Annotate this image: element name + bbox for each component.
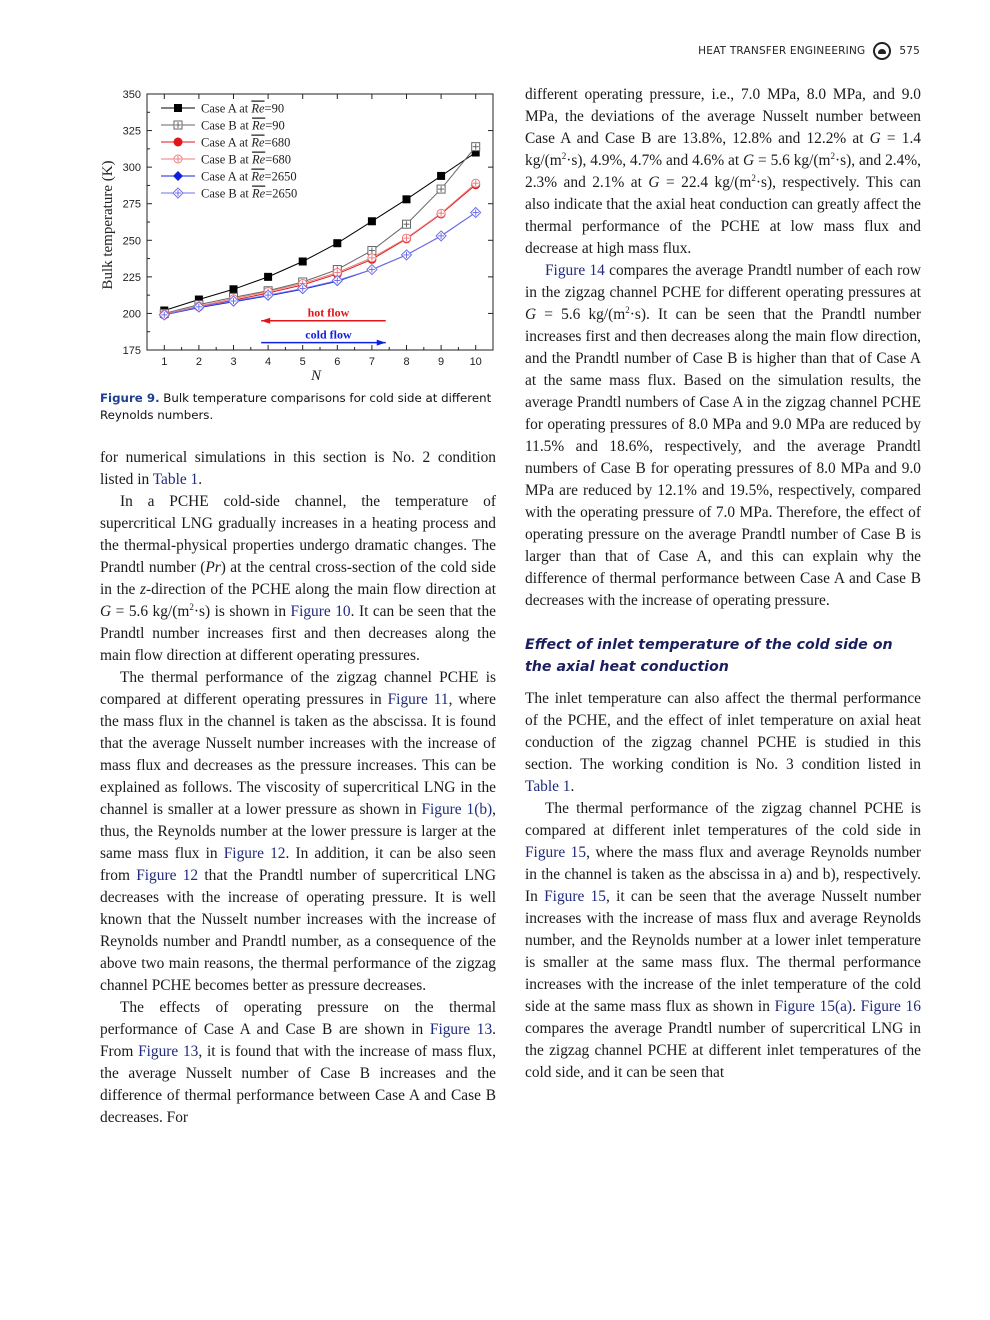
legend-value: =680 xyxy=(264,135,291,150)
x-tick-label: 8 xyxy=(403,356,410,368)
legend-value: =90 xyxy=(265,118,285,133)
y-tick-label: 250 xyxy=(122,235,141,248)
figure-13-link[interactable]: Figure 13 xyxy=(138,1043,199,1060)
table-1-link[interactable]: Table 1 xyxy=(152,471,199,488)
y-tick-label: 275 xyxy=(122,198,141,211)
legend-re: Re xyxy=(252,152,266,167)
figure-12-link[interactable]: Figure 12 xyxy=(223,845,286,862)
legend-prefix: Case B at xyxy=(201,118,253,133)
x-tick-label: 6 xyxy=(334,356,341,368)
figure-15-link[interactable]: Figure 15 xyxy=(525,844,587,861)
legend-prefix: Case A at xyxy=(201,169,252,184)
figure-1b-link[interactable]: Figure 1(b) xyxy=(421,801,493,818)
legend-label xyxy=(201,170,297,184)
legend-value: =2650 xyxy=(264,169,297,184)
legend-marker xyxy=(174,138,183,147)
legend-marker xyxy=(174,155,182,163)
legend-re: Re xyxy=(252,118,266,133)
data-point xyxy=(368,254,376,262)
paragraph: The inlet temperature can also affect the thermal performance of the PCHE, and the effect of inlet temperature on axial heat conduction of the zigzag channel PCHE is studied in this section. The working condition is No. 3 condition listed in Table 1. xyxy=(525,690,921,795)
data-point xyxy=(437,172,445,180)
figure-10-link[interactable]: Figure 10 xyxy=(290,603,351,620)
x-tick-label: 5 xyxy=(299,356,306,368)
figure-13-link[interactable]: Figure 13 xyxy=(429,1021,493,1038)
figure-15-link[interactable]: Figure 15 xyxy=(544,888,606,905)
right-column xyxy=(525,84,921,1084)
x-tick-label: 1 xyxy=(161,356,168,368)
data-point xyxy=(230,285,238,293)
y-tick-label: 300 xyxy=(122,162,141,175)
journal-logo-icon xyxy=(873,42,891,60)
annotation-label: cold flow xyxy=(305,327,352,342)
data-point xyxy=(403,195,411,203)
paragraph: The effects of operating pressure on the thermal performance of Case A and Case B are shown in Figure 13. From Figure 13, it is found that with the increase of mass flux, the average Nusselt number of Case B increases and the difference of thermal performance between Case A and Case B decreases. For xyxy=(100,999,497,1126)
figure-9-chart xyxy=(95,82,505,382)
section-heading: Effect of inlet temperature of the cold side on the axial heat conduction xyxy=(525,637,893,675)
x-tick-label: 9 xyxy=(438,356,445,368)
paragraph: The thermal performance of the zigzag channel PCHE is compared at different inlet temperatures of the cold side in Figure 15, where the mass flux and average Reynolds number in the channel is taken as the abscissa in a) and b), respectively. In Figure 15, it can be seen that the average Nusselt number increases with the increase of mass flux and average Reynolds number, and the Reynolds number at a lower inlet temperature is smaller at the same mass flux. The thermal performance increases with the increase of the inlet temperature of the cold side at the same mass flux as shown in Figure 15(a). Figure 16 compares the average Prandtl number of supercritical LNG in the zigzag channel PCHE at different inlet temperatures of the cold side, and it can be seen that xyxy=(525,800,922,1081)
running-header xyxy=(698,42,920,60)
y-tick-label: 200 xyxy=(122,308,141,321)
legend-re: Re xyxy=(251,169,265,184)
legend-label xyxy=(201,187,297,201)
legend-marker xyxy=(174,121,182,129)
data-point xyxy=(403,234,411,242)
y-tick-label: 175 xyxy=(122,345,141,357)
data-point xyxy=(437,185,445,193)
data-point xyxy=(368,247,376,255)
figure-label[interactable]: Figure 9. xyxy=(100,391,160,405)
data-point xyxy=(264,273,272,281)
figure-caption xyxy=(100,390,498,424)
figure-12-link[interactable]: Figure 12 xyxy=(136,867,199,884)
y-tick-label: 225 xyxy=(122,271,141,284)
legend-value: =2650 xyxy=(265,186,298,201)
legend-prefix: Case A at xyxy=(201,101,252,116)
legend-prefix: Case B at xyxy=(201,152,253,167)
x-axis-label: N xyxy=(310,368,322,382)
legend-re: Re xyxy=(251,135,265,150)
figure-15a-link[interactable]: Figure 15(a) xyxy=(774,998,853,1015)
legend-re: Re xyxy=(251,101,265,116)
y-axis-label: Bulk temperature (K) xyxy=(100,160,116,290)
legend-label xyxy=(201,153,291,167)
x-tick-label: 3 xyxy=(230,356,237,368)
legend-marker xyxy=(174,104,182,112)
data-point xyxy=(299,257,307,265)
legend-re: Re xyxy=(252,186,266,201)
paragraph: The thermal performance of the zigzag channel PCHE is compared at different operating pressures in Figure 11, where the mass flux in the channel is taken as the abscissa. It is found that the average Nusselt number increases with the increase of mass flux and decreases as the pressure increases. This can be explained as follows. The viscosity of supercritical LNG in the channel is smaller at a lower pressure as shown in Figure 1(b), thus, the Reynolds number at the lower pressure is larger at the same mass flux in Figure 12. In addition, it can be also seen from Figure 12 that the Prandtl number of supercritical LNG decreases with the increase of operating pressure. It is well known that the Nusselt number increases with the increase of Reynolds number and Prandtl number, as a consequence of the above two main reasons, the thermal performance of the zigzag channel PCHE becomes better as pressure decreases. xyxy=(100,669,497,994)
data-point xyxy=(472,179,480,187)
annotation-label: hot flow xyxy=(307,305,350,320)
legend-prefix: Case B at xyxy=(201,186,253,201)
legend-value: =680 xyxy=(265,152,292,167)
paragraph: different operating pressure, i.e., 7.0 MPa, 8.0 MPa, and 9.0 MPa, the deviations of the average Nusselt number between Case A and Case B are 13.8%, 12.8% and 12.2% at G = 1.4 $kg/(m^2\cdot s)$, 4.9%, 4.7% and 4.6% at G = 5.6 $kg/(m^2\cdot s)$, and 2.4%, 2.3% and 2.1% at G = 22.4 $kg/(m^2\cdot s)$, respectively. This can also indicate that the axial heat conduction can greatly affect the thermal performance of the PCHE at low mass flux and decrease at high mass flux. xyxy=(525,86,921,257)
journal-title: HEAT TRANSFER ENGINEERING xyxy=(698,45,866,57)
x-tick-label: 2 xyxy=(195,356,202,368)
legend-label xyxy=(201,119,285,133)
data-point xyxy=(333,239,341,247)
legend-prefix: Case A at xyxy=(201,135,252,150)
x-tick-label: 10 xyxy=(469,356,482,368)
figure-11-link[interactable]: Figure 11 xyxy=(387,691,449,708)
paragraph: In a PCHE cold-side channel, the temperature of supercritical LNG gradually increases in a heating process and the thermal-physical properties undergo dramatic changes. The Prandtl number (Pr) at the central cross-section of the cold side in the z-direction of the PCHE along the main flow direction at G = 5.6 $kg/(m^2\cdot s)$ is shown in Figure 10. It can be seen that the Prandtl number increases first and then decreases along the main flow direction at different operating pressures. xyxy=(100,493,497,664)
left-column xyxy=(100,447,496,1129)
data-point xyxy=(403,220,411,228)
y-tick-label: 350 xyxy=(122,89,141,101)
figure-14-link[interactable]: Figure 14 xyxy=(545,262,605,279)
legend-label xyxy=(201,102,284,116)
x-tick-label: 4 xyxy=(265,356,272,368)
legend-value: =90 xyxy=(264,101,285,116)
figure-16-link[interactable]: Figure 16 xyxy=(860,998,921,1015)
data-point xyxy=(472,143,480,151)
x-tick-label: 7 xyxy=(368,356,375,368)
paragraph: for numerical simulations in this section is No. 2 condition listed in Table 1. xyxy=(100,449,496,488)
figure-caption-text: Bulk temperature comparisons for cold side at different Reynolds numbers. xyxy=(100,391,492,422)
legend-label xyxy=(201,136,290,150)
data-point xyxy=(368,217,376,225)
page-number: 575 xyxy=(899,45,920,57)
table-1-link[interactable]: Table 1 xyxy=(525,778,571,795)
data-point xyxy=(437,209,445,217)
paragraph: Figure 14 compares the average Prandtl number of each row in the zigzag channel PCHE for different operating pressures at G = 5.6 $kg/(m^2\cdot s)$. It can be seen that the Prandtl number increases first and then decreases along the main flow direction, and the Prandtl number of Case B is higher than that of Case A at the same mass flux. Based on the simulation results, the average Prandtl numbers of Case A in the zigzag channel PCHE for operating pressures of 8.0 MPa and 9.0 MPa are reduced by 11.5% and 18.6%, respectively, and the average Prandtl numbers of Case B for operating pressures of 8.0 MPa and 9.0 MPa are reduced by 12.1% and 19.5%, respectively, compared with the operating pressure of 7.0 MPa. Therefore, the effect of operating pressure on the average Prandtl number of Case B is larger than that of Case A, and this can explain why the difference of thermal performance between Case A and Case B decreases with the increase of operating pressure. xyxy=(525,262,922,609)
y-tick-label: 325 xyxy=(122,125,141,138)
